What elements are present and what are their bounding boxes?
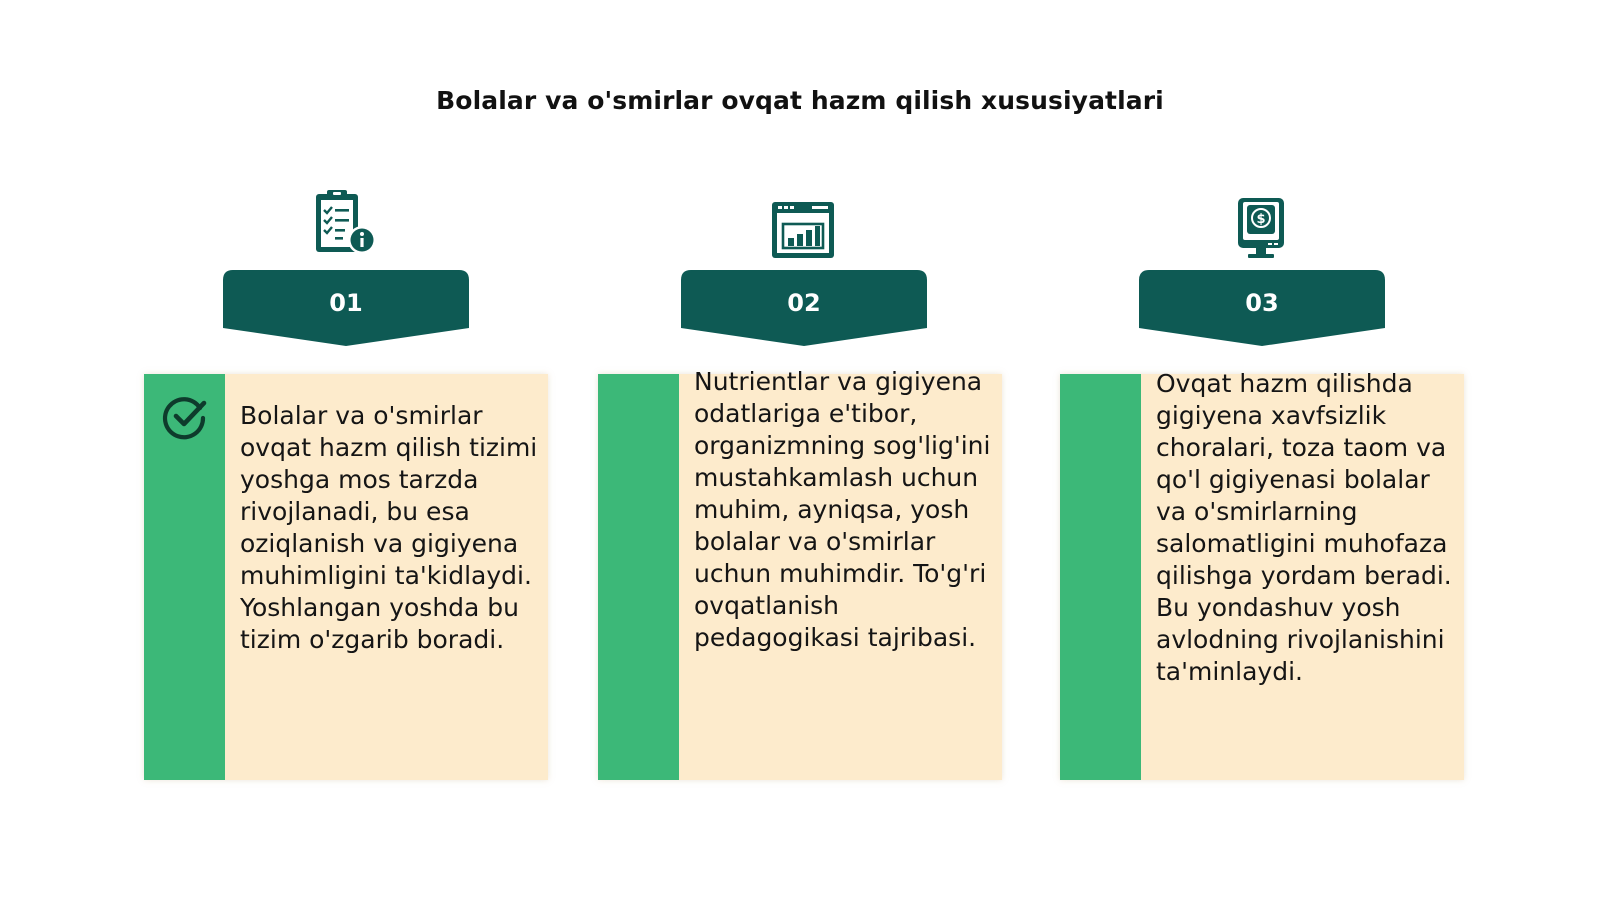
step-badge-2: [681, 270, 927, 348]
card-stripe: [144, 374, 225, 780]
svg-text:$: $: [1256, 212, 1266, 227]
card-stripe: [1060, 374, 1141, 780]
step-card-3: [1060, 369, 1464, 780]
bar-chart-window-icon: [768, 196, 840, 268]
step-number-1: 01: [329, 289, 363, 317]
step-number-3: 03: [1245, 289, 1279, 317]
step-number-2: 02: [787, 289, 821, 317]
step-text-3: Ovqat hazm qilishda gigiyena xavfsizlik choralari, toza taom va qo'l gigiyenasi bolalar va o'smirlarning salomatligini muhofaza qilishga yordam beradi. Bu yondashuv yosh avlodning rivojlanishini ta'minlaydi.: [1156, 369, 1452, 686]
step-text-2: Nutrientlar va gigiyena odatlariga e'tibor, organizmning sog'lig'ini mustahkamlash uchun muhim, ayniqsa, yosh bolalar va o'smirlar uchun muhimdir. To'g'ri ovqatlanish pedagogikasi tajribasi.: [694, 367, 991, 652]
money-device-icon: [1226, 194, 1298, 266]
clipboard-checklist-info-icon: [310, 188, 382, 260]
step-text-1: Bolalar va o'smirlar ovqat hazm qilish tizimi yoshga mos tarzda rivojlanadi, bu esa oziqlanish va gigiyena muhimligini ta'kidlaydi. Yoshlangan yoshda bu tizim o'zgarib boradi.: [240, 401, 538, 654]
card-stripe: [598, 374, 679, 780]
step-badge-3: [1139, 270, 1385, 348]
step-card-2: [598, 367, 1002, 780]
step-card-1: [144, 374, 548, 780]
check-circle-icon: [162, 394, 208, 440]
page-title: Bolalar va o'smirlar ovqat hazm qilish xususiyatlari: [436, 86, 1164, 115]
step-badge-1: [223, 270, 469, 348]
